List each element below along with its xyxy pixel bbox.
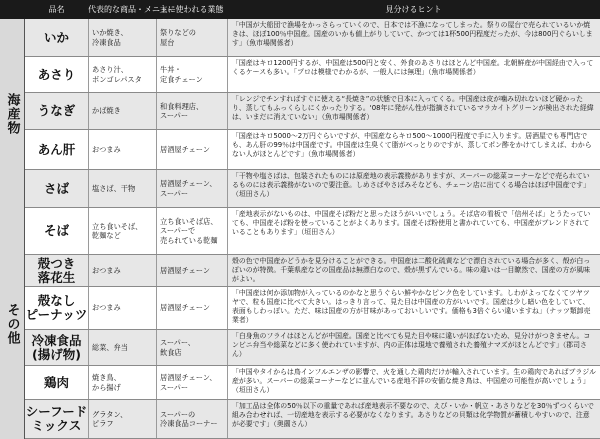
row-name: 殻なし ピーナッツ (25, 293, 88, 322)
header-hint: 見分けるヒント (385, 5, 442, 14)
header-business: 主に使われる業態 (159, 5, 224, 14)
row-name: あん肝 (37, 141, 76, 157)
row-menu: 焼き鳥、 から揚げ (92, 373, 121, 392)
row-name: さば (43, 180, 69, 196)
row-business: 居酒屋チェーン、 スーパー (160, 179, 217, 198)
row-hint: 「加工品は全体の50％以下の重量であれば産地表示不要なので、えび・いか・帆立・あさりなどを30％ずつくらいで組み合わせれば、一切産地を表示する必要がなくなります。あさりなどの貝類は化学物質が蓄積しやすいので、注意が必要です」（奥薗さん） (232, 402, 594, 429)
row-menu: 塩さば、干物 (92, 183, 136, 193)
table-row (25, 170, 600, 208)
table-row (25, 330, 600, 366)
group-seafood (0, 19, 25, 208)
row-business-cell (156, 19, 227, 56)
row-business: 祭りなどの 屋台 (160, 28, 196, 47)
row-hint: 「レンジでチンすればすぐに使える“長焼き”の状態で日本に入ってくる。中国産は皮が噛み切れないほど硬かったり、蒸してもふっくらしにくかったりする。'08年に発がん性が指摘されているマラカイトグリーンが検出された経緯は、いまだに消えていない」（魚市場関係者） (232, 95, 594, 122)
table-row (25, 130, 600, 170)
row-name-cell (25, 330, 88, 365)
row-menu-cell (88, 255, 156, 286)
row-menu: おつまみ (92, 303, 121, 313)
group-label-seafood: 海産物 (4, 92, 20, 135)
row-business: 居酒屋チェーン、 スーパー (160, 373, 217, 392)
row-menu: おつまみ (92, 144, 121, 154)
row-business: 居酒屋チェーン (160, 144, 210, 154)
row-business: 居酒屋チェーン (160, 303, 210, 313)
row-name-cell (25, 57, 88, 92)
row-name: 冷凍食品 (揚げ物) (31, 332, 82, 362)
row-business-cell (156, 287, 227, 329)
row-name-cell (25, 208, 88, 254)
row-menu: グラタン、 ピラフ (92, 409, 128, 428)
row-business-cell (156, 57, 227, 92)
table-row (25, 400, 600, 439)
row-name: あさり (37, 66, 76, 82)
row-menu-cell (88, 19, 156, 56)
row-menu-cell (88, 170, 156, 207)
row-menu-cell (88, 287, 156, 329)
row-hint-cell (227, 19, 600, 56)
row-name: シーフード ミックス (25, 404, 88, 433)
row-name-cell (25, 19, 88, 56)
header-menu: 代表的な商品・メニュー (88, 5, 176, 14)
row-hint: 「白身魚のフライはほとんどが中国産。国産と比べても見た目や味に違いがほぼないため、見分けがつきません。コンビニ弁当や総菜などに多く使われていますが、内の正体は現地で養殖された養殖ナマズがほとんどです」（郡司さん） (232, 332, 591, 359)
row-business: 牛丼・ 定食チェーン (160, 65, 203, 84)
row-hint: 「国産はキロ5000～2万円ぐらいですが、中国産ならキロ500～1000円程度で手に入ります。居酒屋でも専門店でも、あん肝の99％は中国産です。中国産は生臭くて脂がべっとりのですが、蒸してポン酢をかけてしまえば、わからない人がほとんどです」（魚市場関係者） (232, 132, 592, 159)
row-business-cell (156, 330, 227, 365)
table-row (25, 93, 600, 130)
row-hint: 「干物や塩さばは、包装されたものには原産地の表示義務がありますが、スーパーの総菜コーナーなどで売られているものには表示義務がないので要注意。しめさばやさばみそなども、チェーン店に出てくる場合はほぼ中国産です」（垣田さん） (232, 172, 590, 199)
row-business-cell (156, 130, 227, 169)
header-name: 品名 (48, 5, 65, 14)
row-name: うなぎ (37, 103, 76, 118)
row-name: そば (43, 223, 69, 238)
row-menu-cell (88, 208, 156, 254)
row-hint: 殻の色で中国産かどうかを見分けることができる。中国産は二酸化硫黄などで漂白されている場合が多く、殻が白っぽいのが特徴。千葉県産などの国産品は無漂白なので、殻が黒ずんでいる。味の違いは一目瞭然で、国産の方が風味がよい。 (232, 257, 591, 284)
row-hint-cell (227, 287, 600, 329)
row-menu-cell (88, 330, 156, 365)
row-name: 殻つき 落花生 (37, 255, 76, 285)
row-name-cell (25, 93, 88, 129)
row-business-cell (156, 93, 227, 129)
row-menu: いか焼き、 冷凍食品 (92, 28, 128, 47)
row-menu: あさり汁、 ボンゴレパスタ (92, 65, 142, 84)
row-business-cell (156, 170, 227, 207)
row-hint-cell (227, 366, 600, 399)
row-hint-cell (227, 93, 600, 129)
row-business: 和食料理店、 スーパー (160, 101, 204, 120)
row-business: 居酒屋チェーン (160, 265, 210, 275)
row-business-cell (156, 255, 227, 286)
row-menu: おつまみ (92, 265, 121, 275)
row-menu-cell (88, 400, 156, 438)
row-name-cell (25, 255, 88, 286)
row-hint: 「産地表示がないものは、中国産そば粉だと思ったほうがいいでしょう。そば店の看板で「信州そば」とうたっていても、中国産そば粉を使っていることがよくあります。国産そば粉使用と書かれていても、中国産がブレンドされていることもあります」（垣田さん） (232, 210, 591, 237)
row-business: 立ち食いそば店、 スーパーで 売られている乾麺 (160, 216, 218, 245)
row-menu-cell (88, 93, 156, 129)
table-row (25, 208, 600, 255)
row-name-cell (25, 170, 88, 207)
table-row (25, 366, 600, 400)
row-business: スーパー、 飲食店 (160, 338, 195, 357)
table-row (25, 287, 600, 330)
row-hint-cell (227, 208, 600, 254)
row-hint-cell (227, 130, 600, 169)
table-row (25, 19, 600, 57)
row-menu: かば焼き (92, 106, 121, 116)
group-label-other: その他 (4, 302, 20, 345)
row-business-cell (156, 366, 227, 399)
row-business: スーパーの 冷凍食品コーナー (160, 409, 218, 428)
row-business-cell (156, 400, 227, 438)
row-menu-cell (88, 366, 156, 399)
group-other (0, 208, 25, 439)
row-hint-cell (227, 400, 600, 438)
table-row (25, 57, 600, 93)
row-name-cell (25, 400, 88, 438)
row-business-cell (156, 208, 227, 254)
row-menu: 立ち食いそば、 乾麺など (92, 221, 143, 240)
row-menu: 総菜、弁当 (92, 342, 128, 352)
row-name-cell (25, 366, 88, 399)
row-name: いか (43, 29, 69, 45)
row-hint: 「中国産は何か添加物が入っているのかなと思うぐらい鮮やかなピンク色をしています。しわがよってなくてツヤツヤで、粒も国産に比べて大きい。はっきり言って、見た目は中国産の方がいいです。国産は少し暗い色をしていて、表面もしわっぽい。ただ、味は国産の方が甘味があっておいしいです。価格も3倍ぐらい違いますね」（ナッツ類卸売業者） (232, 289, 591, 325)
row-name-cell (25, 130, 88, 169)
table-row (25, 255, 600, 287)
table-header (0, 0, 600, 19)
row-menu-cell (88, 130, 156, 169)
row-name: 鶏肉 (43, 374, 69, 390)
row-hint: 「国産はキロ1200円するが、中国産は500円と安く、外食のあさりはほとんど中国産。北朝鮮産が中国経由で入ってくるケースも多い。「プロは模様でわかるが、一般人には無理」（魚市場関係者） (232, 59, 594, 77)
row-hint-cell (227, 57, 600, 92)
row-hint-cell (227, 255, 600, 286)
row-menu-cell (88, 57, 156, 92)
row-hint: 「中国が大船団で漁場をかっさらっていくので、日本では不漁になってしまった。祭りの屋台で売られているいか焼きは、ほぼ100％中国産。国産のいかも値上がりしていて、かつては1杯500円程度だったが、今は800円ぐらいします」（魚市場関係者） (232, 21, 593, 48)
row-hint-cell (227, 170, 600, 207)
row-hint: 「中国やタイからは鳥インフルエンザの影響で、火を通した鶏肉だけが輸入されています。生の鶏肉であればブラジル産が多い。スーパーの総菜コーナーなどに並んでいる産地不詳の安価な焼き鳥は、中国産の可能性が高いでしょう」（垣田さん） (232, 368, 596, 395)
row-hint-cell (227, 330, 600, 365)
row-name-cell (25, 287, 88, 329)
